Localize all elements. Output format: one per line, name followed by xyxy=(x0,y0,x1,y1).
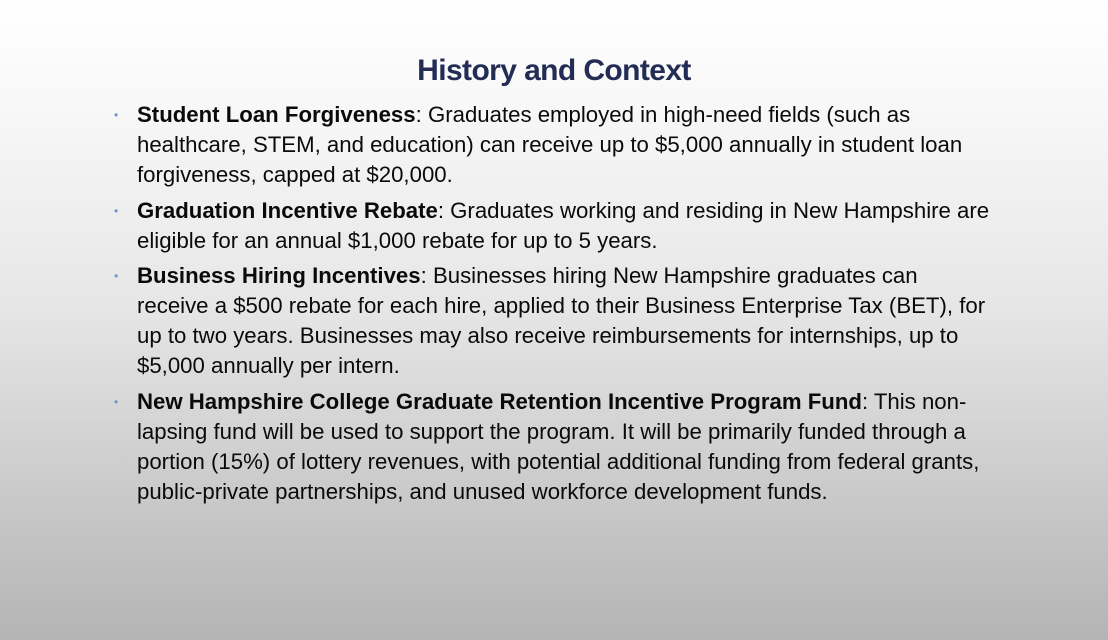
bullet-icon: • xyxy=(114,394,119,409)
bullet-heading: Student Loan Forgiveness xyxy=(137,102,416,127)
bullet-item-student-loan-forgiveness xyxy=(112,100,992,190)
bullet-icon: • xyxy=(114,269,119,283)
bullet-text: : Businesses hiring New Hampshire graduates can receive a $500 rebate for each hire, applied to their Business Enterprise Tax (BET), for up to two years. Businesses may also receive reimbursements for internships, up to $5,000 annually per intern. xyxy=(137,263,986,378)
bullet-text: : Graduates employed in high-need fields (such as healthcare, STEM, and education) can receive up to $5,000 annually in student loan forgiveness, capped at $20,000. xyxy=(137,102,963,187)
bullet-icon: • xyxy=(114,108,119,122)
bullet-text: : Graduates working and residing in New Hampshire are eligible for an annual $1,000 rebate for up to 5 years. xyxy=(137,197,990,253)
bullet-item-graduation-incentive-rebate xyxy=(112,196,992,256)
bullet-icon: • xyxy=(114,203,119,218)
bullet-heading: Business Hiring Incentives xyxy=(137,263,421,288)
bullet-item-retention-program-fund xyxy=(112,387,992,507)
bullet-text: : This non-lapsing fund will be used to support the program. It will be primarily funded through a portion (15%) of lottery revenues, with potential additional funding from federal grants, public-private partnerships, and unused workforce development funds. xyxy=(137,388,980,504)
slide-title: History and Context xyxy=(417,54,691,87)
bullet-heading: New Hampshire College Graduate Retention Incentive Program Fund xyxy=(137,388,862,414)
bullet-heading: Graduation Incentive Rebate xyxy=(137,197,438,223)
bullet-item-business-hiring-incentives xyxy=(112,261,992,381)
bullet-list xyxy=(112,100,992,512)
